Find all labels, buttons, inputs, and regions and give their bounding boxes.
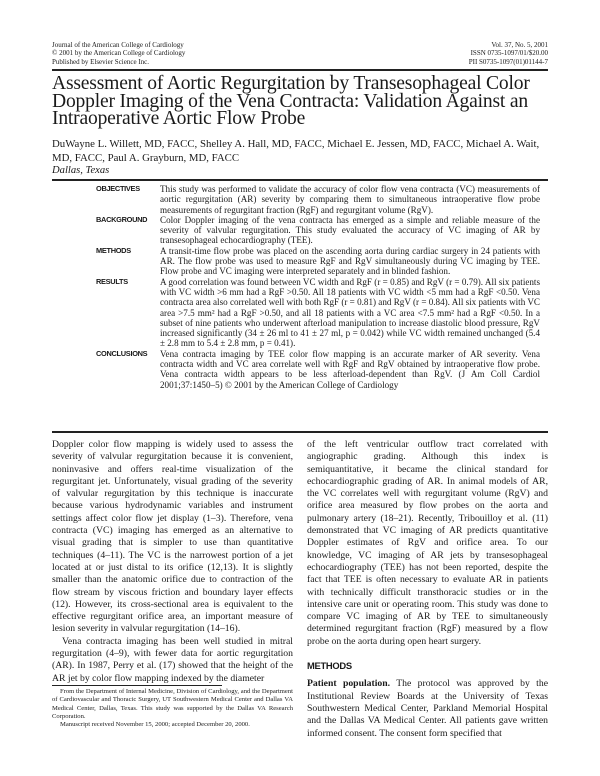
abstract-background: [52, 215, 542, 246]
abstract-methods: [52, 246, 542, 277]
section-heading-methods: METHODS: [307, 660, 352, 672]
footnote-rule: [52, 685, 222, 686]
body-paragraph: Vena contracta imaging has been well studied in mitral regurgitation (4–9), with fewer data for aortic regurgitation (AR). In 1987, Perry et al. (17) showed that the height of the AR jet by color flow mapping indexed by the diameter: [52, 635, 293, 684]
abstract-label: BACKGROUND: [96, 214, 148, 224]
abstract-text: A good correlation was found between VC width and RgF (r = 0.85) and RgV (r = 0.79). All six patients with VC width >6 mm had a RgF >0.50. All 18 patients with VC width <5 mm had a RgF <0.50. Vena contracta area also correlated well with both RgF (r = 0.81) and RgV (r = 0.84). All six patients with VC area >7.5 mm² had a RgF >0.50, and all 18 patients with a VC area <7.5 mm² had a RgF <0.50. In a subset of nine patients who underwent afterload manipulation to increase diastolic blood pressure, RgV increased significantly (34 ± 26 ml to 41 ± 27 ml, p = 0.042) while VC width remained unchanged (5.4 ± 2.8 mm to 5.4 ± 2.8 mm, p = 0.41).: [160, 276, 540, 349]
abstract-label: CONCLUSIONS: [96, 348, 148, 358]
body-paragraph: The protocol was approved by the Institutional Review Boards at the University of Texas Southwestern Medical Center, Parkland Memorial Hospital and the Dallas VA Medical Center. All patients gave written informed consent. The consent form specified that: [307, 678, 548, 739]
body-paragraph: Doppler color flow mapping is widely used to assess the severity of valvular regurgitation because it is convenient, noninvasive and offers real-time visualization of the regurgitant jet. Unfortunately, visual grading of the severity of valvular regurgitation by this technique is inaccurate because various hydrodynamic variables and instrument settings affect color flow jet display (1–3). Therefore, vena contracta (VC) imaging has emerged as an alternative to visual grading that is simpler to use than quantitative techniques (4–11). The VC is the narrowest portion of a jet located at or just distal to its orifice (12,13). It is slightly smaller than the anatomic orifice due to contraction of the flow stream by viscous friction and boundary layer effects (12). However, its cross-sectional area is equivalent to the effective regurgitant orifice area, an important measure of lesion severity in valvular regurgitation (14–16).: [52, 439, 293, 635]
abstract-text: This study was performed to validate the accuracy of color flow vena contracta (VC) measurements of aortic regurgitation (AR) severity by comparing them to simultaneous intraoperative flow probe measurements of regurgitant fraction (RgF) and regurgitant volume (RgV).: [160, 184, 540, 215]
publisher: Published by Elsevier Science Inc.: [52, 57, 150, 66]
affiliation-note: From the Department of Internal Medicine, Division of Cardiology, and the Department of Cardiovascular and Thoracic Surgery, UT Southwestern Medical Center and Dallas VA Medical Center, Dallas, Texas. This study was supported by the Dallas VA Research Corporation.: [52, 688, 293, 720]
abstract-label: METHODS: [96, 245, 131, 255]
abstract-results: [52, 277, 542, 349]
body-left-column: [52, 439, 293, 685]
authors: DuWayne L. Willett, MD, FACC, Shelley A. Hall, MD, FACC, Michael E. Jessen, MD, FACC, Michael A. Wait, MD, FACC, Paul A. Grayburn, MD, FACC: [52, 138, 540, 164]
abstract-label: OBJECTIVES: [96, 184, 140, 193]
abstract-conclusions: [52, 349, 542, 390]
journal-name: Journal of the American College of Cardiology: [52, 41, 184, 49]
journal-info: [52, 41, 185, 66]
abstract: [52, 184, 542, 390]
issn: ISSN 0735-1097/01/$20.00: [470, 49, 548, 58]
article-title: Assessment of Aortic Regurgitation by Transesophageal Color Doppler Imaging of the Vena Contracta: Validation Against an Intraoperative Aortic Flow Probe: [52, 73, 530, 130]
issue-info: [469, 41, 548, 66]
abstract-text: A transit-time flow probe was placed on the ascending aorta during cardiac surgery in 24 patients with AR. The flow probe was used to measure RgF and RgV simultaneously during VC imaging by TEE. Flow probe and VC imaging were interpreted separately and in blinded fashion.: [160, 245, 540, 277]
volume: Vol. 37, No. 5, 2001: [491, 41, 548, 49]
title-rule: [52, 179, 548, 181]
abstract-rule: [52, 431, 548, 433]
manuscript-dates: Manuscript received November 15, 2000; accepted December 20, 2000.: [60, 721, 250, 729]
abstract-objectives: [52, 184, 542, 215]
abstract-text: Vena contracta imaging by TEE color flow mapping is an accurate marker of AR severity. Vena contracta width and VC area correlate well with RgF and RgV obtained by intraoperative flow probe. Vena contracta width appears to be less afterload-dependent than RgV. (J Am Coll Cardiol 2001;37:1450–5) © 2001 by the American College of Cardiology: [160, 348, 540, 390]
header-rule: [52, 69, 548, 71]
abstract-text: Color Doppler imaging of the vena contracta has emerged as a simple and reliable measure of the severity of valvular regurgitation. This study evaluated the accuracy of VC imaging of AR by transesophageal echocardiography (TEE).: [160, 214, 540, 246]
copyright: © 2001 by the American College of Cardiology: [52, 49, 186, 58]
body-right-column: [307, 439, 548, 740]
location: Dallas, Texas: [52, 165, 110, 176]
pii: PII S0735-1097(01)01144-7: [468, 57, 548, 66]
body-paragraph: of the left ventricular outflow tract correlated with angiographic grading. Although this index is semiquantitative, it became the clinical standard for echocardiographic grading of AR. In animal models of AR, the VC correlates well with regurgitant volume (RgV) and orifice area measured by flow probes on the aorta and pulmonary artery (18–21). Recently, Tribouilloy et al. (11) demonstrated that VC imaging of AR predicts quantitative Doppler estimates of RgV and orifice area. To our knowledge, VC imaging of AR jets by transesophageal echocardiography (TEE) has not been reported, despite the fact that TEE is often necessary to evaluate AR in patients with technically difficult transthoracic studies or in the intensive care unit or operating room. This study was done to compare VC imaging of AR by TEE to simultaneously determined regurgitant fraction (RgF) measured by a flow probe on the aorta during open heart surgery.: [307, 439, 548, 647]
footnote: [52, 688, 293, 729]
subsection-heading: Patient population.: [307, 678, 391, 690]
abstract-label: RESULTS: [96, 276, 128, 286]
